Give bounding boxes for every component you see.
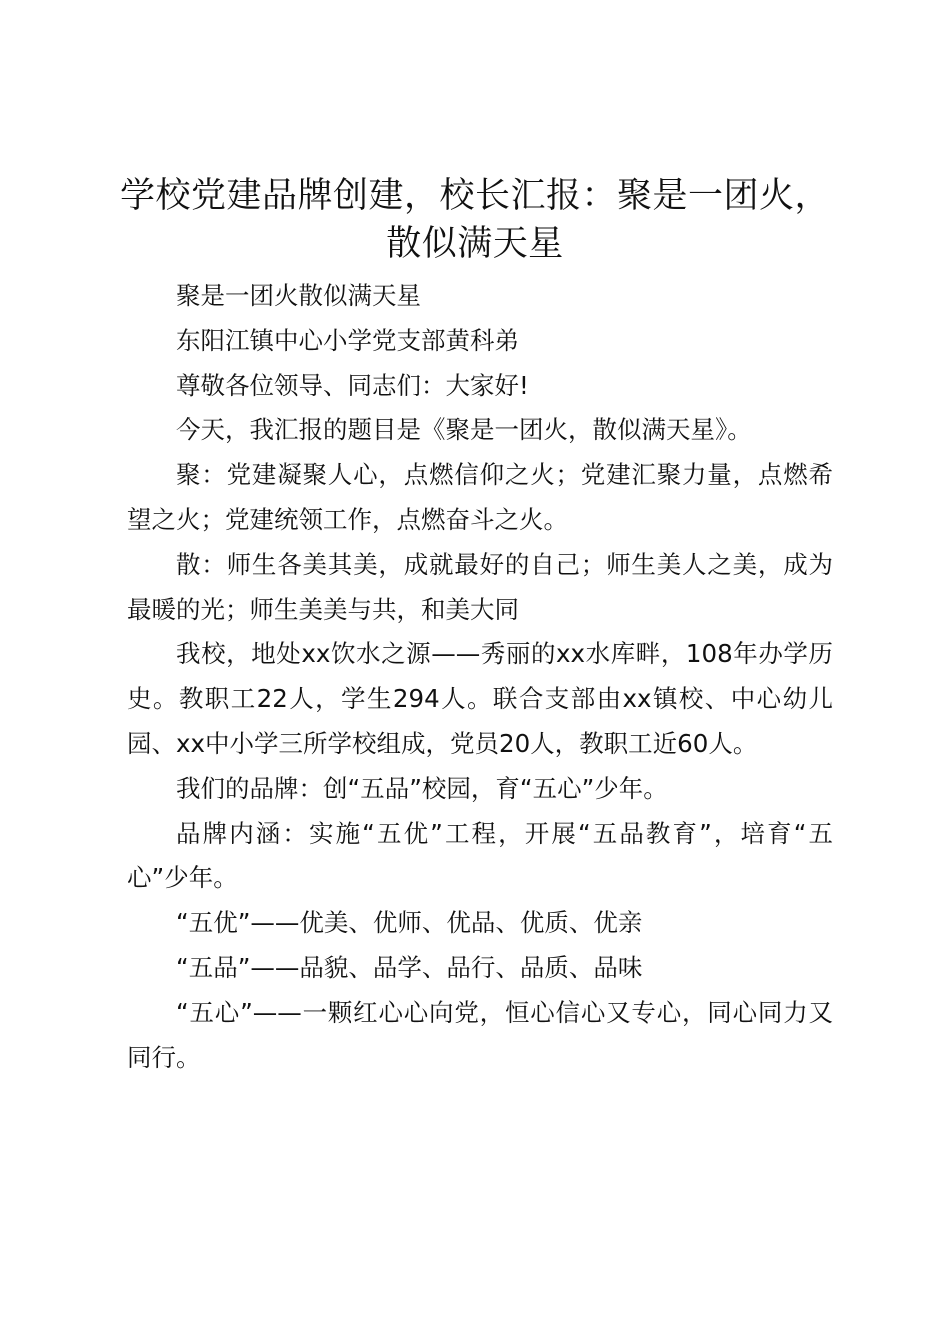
body-paragraph: 我校，地处xx饮水之源——秀丽的xx水库畔，108年办学历史。教职工22人，学生294人。联合支部由xx镇校、中心幼儿园、xx中小学三所学校组成，党员20人，教职工近60人。 [127, 639, 833, 758]
document-title-line-2: 散似满天星 [386, 224, 564, 264]
body-paragraph: “五品”——品貌、品学、品行、品质、品味 [176, 952, 643, 982]
body-paragraph: “五心”——一颗红心心向党，恒心信心又专心，同心同力又同行。 [127, 997, 833, 1072]
body-paragraph: 聚是一团火散似满天星 [176, 281, 421, 310]
body-paragraph: 今天，我汇报的题目是《聚是一团火，散似满天星》。 [176, 415, 752, 445]
document-title-line-1: 学校党建品牌创建，校长汇报：聚是一团火， [119, 176, 830, 216]
body-paragraph: 品牌内涵：实施“五优”工程，开展“五品教育”，培育“五心”少年。 [127, 818, 833, 893]
document-body [127, 274, 833, 1080]
body-paragraph: “五优”——优美、优师、优品、优质、优亲 [176, 908, 643, 938]
body-paragraph: 聚：党建凝聚人心，点燃信仰之火；党建汇聚力量，点燃希望之火；党建统领工作，点燃奋斗之火。 [127, 460, 833, 534]
body-paragraph: 尊敬各位领导、同志们：大家好! [176, 370, 529, 400]
document-title [118, 172, 832, 268]
body-paragraph: 东阳江镇中心小学党支部黄科弟 [176, 325, 519, 355]
body-paragraph: 散：师生各美其美，成就最好的自己；师生美人之美，成为最暖的光；师生美美与共，和美大同 [127, 549, 833, 624]
body-paragraph: 我们的品牌：创“五品”校园，育“五心”少年。 [176, 773, 668, 803]
